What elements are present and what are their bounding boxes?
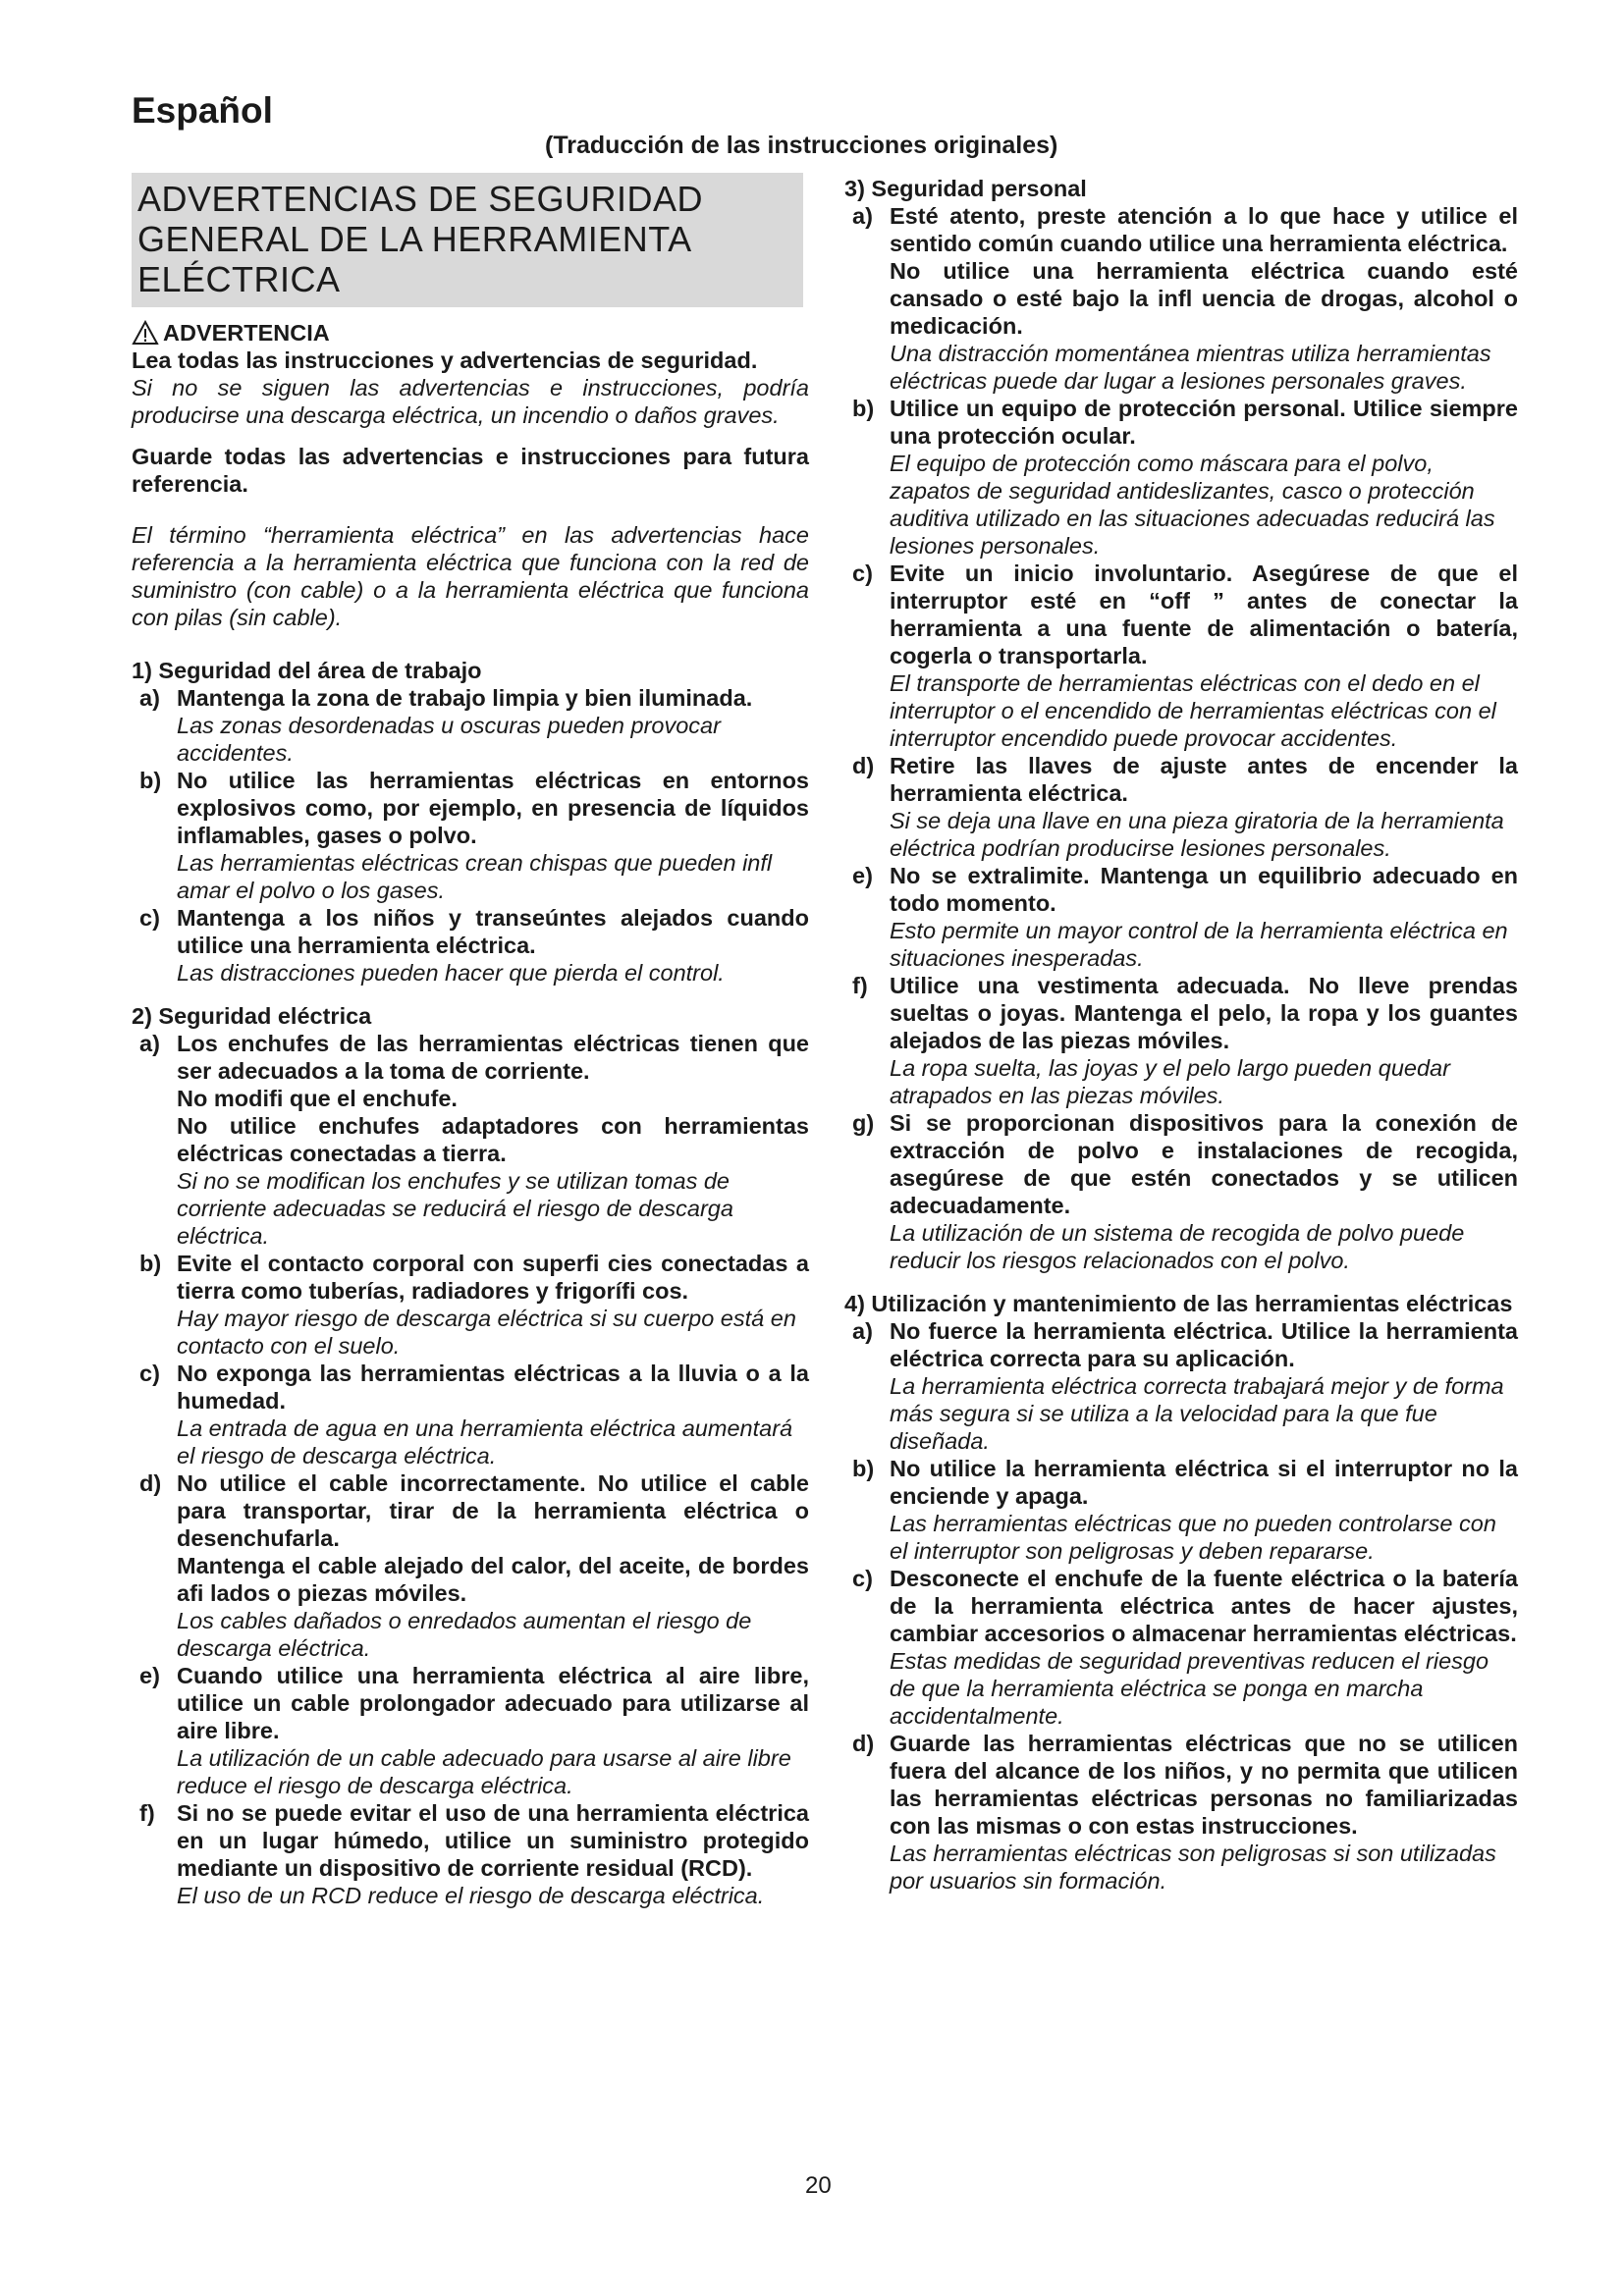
item-label: g)	[852, 1110, 875, 1136]
item-instruction: Guarde las herramientas eléctricas que no se utilicen fuera del alcance de los niños, y no permita que utilicen las herramientas eléctricas personas no familiarizadas con las mismas o con estas instrucciones.	[890, 1731, 1518, 1839]
item-instruction: Utilice un equipo de protección personal. Utilice siempre una protección ocular.	[890, 396, 1518, 449]
item-instruction: Si se proporcionan dispositivos para la conexión de extracción de polvo e instalaciones de recogida, asegúrese de que estén conectados y se utilicen adecuadamente.	[890, 1110, 1518, 1218]
section-1-heading: 1) Seguridad del área de trabajo	[132, 658, 482, 683]
item-label: a)	[852, 203, 873, 229]
item-label: c)	[852, 1566, 873, 1591]
title-line-3: ELÉCTRICA	[137, 259, 341, 299]
keep-instructions: Guarde todas las advertencias e instrucciones para futura referencia.	[132, 444, 809, 497]
item-instruction: No exponga las herramientas eléctricas a la lluvia o a la humedad.	[177, 1361, 809, 1414]
item-instruction: Evite el contacto corporal con superfi cies conectadas a tierra como tuberías, radiadores y frigorífi cos.	[177, 1251, 809, 1304]
item-explanation: La utilización de un sistema de recogida de polvo puede reducir los riesgos relacionados con el polvo.	[890, 1220, 1465, 1273]
item-instruction: Mantenga el cable alejado del calor, del aceite, de bordes afi lados o piezas móviles.	[177, 1553, 809, 1606]
item-explanation: Si se deja una llave en una pieza giratoria de la herramienta eléctrica podrían producirse lesiones personales.	[890, 808, 1504, 861]
s2-item-a	[132, 1030, 809, 1250]
item-label: f)	[139, 1800, 155, 1826]
item-label: a)	[139, 685, 160, 711]
item-instruction: Cuando utilice una herramienta eléctrica al aire libre, utilice un cable prolongador adecuado para utilizarse al aire libre.	[177, 1663, 809, 1743]
item-explanation: Las herramientas eléctricas crean chispas que pueden infl amar el polvo o los gases.	[177, 850, 773, 903]
item-explanation: Hay mayor riesgo de descarga eléctrica si su cuerpo está en contacto con el suelo.	[177, 1306, 796, 1359]
item-label: d)	[852, 753, 875, 778]
item-label: c)	[139, 905, 160, 931]
item-label: e)	[852, 863, 873, 888]
s1-item-a	[132, 684, 809, 767]
s4-item-c	[844, 1565, 1518, 1730]
item-explanation: La ropa suelta, las joyas y el pelo largo pueden quedar atrapados en las piezas móviles.	[890, 1055, 1450, 1108]
s2-item-b	[132, 1250, 809, 1360]
item-label: f)	[852, 973, 868, 998]
read-all-instructions: Lea todas las instrucciones y advertencias de seguridad.	[132, 347, 758, 373]
warning-row	[132, 319, 809, 347]
item-instruction: Retire las llaves de ajuste antes de encender la herramienta eléctrica.	[890, 753, 1518, 806]
item-explanation: Esto permite un mayor control de la herramienta eléctrica en situaciones inesperadas.	[890, 918, 1508, 971]
item-instruction: No utilice el cable incorrectamente. No utilice el cable para transportar, tirar de la herramienta eléctrica o desenchufarla.	[177, 1470, 809, 1551]
item-explanation: Estas medidas de seguridad preventivas reducen el riesgo de que la herramienta eléctrica se ponga en marcha accidentalmente.	[890, 1648, 1489, 1729]
item-instruction: Esté atento, preste atención a lo que hace y utilice el sentido común cuando utilice una herramienta eléctrica.	[890, 203, 1518, 256]
section-title-box	[132, 173, 803, 307]
section-4-heading: 4) Utilización y mantenimiento de las herramientas eléctricas	[844, 1291, 1513, 1316]
s3-item-b	[844, 395, 1518, 560]
item-label: c)	[139, 1361, 160, 1386]
item-instruction: Los enchufes de las herramientas eléctricas tienen que ser adecuados a la toma de corriente.	[177, 1031, 809, 1084]
item-explanation: Si no se modifican los enchufes y se utilizan tomas de corriente adecuadas se reducirá el riesgo de descarga eléctrica.	[177, 1168, 733, 1249]
warning-label: ADVERTENCIA	[163, 320, 330, 346]
item-instruction: Desconecte el enchufe de la fuente eléctrica o la batería de la herramienta eléctrica antes de hacer ajustes, cambiar accesorios o almacenar herramientas eléctricas.	[890, 1566, 1518, 1646]
item-instruction: No utilice enchufes adaptadores con herramientas eléctricas conectadas a tierra.	[177, 1113, 809, 1166]
s3-item-a	[844, 202, 1518, 395]
item-label: b)	[852, 396, 875, 421]
s3-item-e	[844, 862, 1518, 972]
item-explanation: Los cables dañados o enredados aumentan el riesgo de descarga eléctrica.	[177, 1608, 752, 1661]
item-explanation: La herramienta eléctrica correcta trabajará mejor y de forma más segura si se utiliza a la velocidad para la que fue diseñada.	[890, 1373, 1504, 1454]
term-definition: El término “herramienta eléctrica” en las advertencias hace referencia a la herramienta eléctrica que funciona con la red de suministro (con cable) o a la herramienta eléctrica que funciona con pilas (sin cable).	[132, 522, 809, 630]
item-explanation: Las herramientas eléctricas son peligrosas si son utilizadas por usuarios sin formación.	[890, 1841, 1496, 1894]
s4-item-b	[844, 1455, 1518, 1565]
language-heading: Español	[132, 90, 273, 131]
item-explanation: Las zonas desordenadas u oscuras pueden provocar accidentes.	[177, 713, 721, 766]
s2-item-f	[132, 1799, 809, 1909]
item-explanation: El transporte de herramientas eléctricas con el dedo en el interruptor o el encendido de herramientas eléctricas con el interruptor encendido puede provocar accidentes.	[890, 670, 1496, 751]
item-label: d)	[139, 1470, 162, 1496]
item-explanation: La entrada de agua en una herramienta eléctrica aumentará el riesgo de descarga eléctrica.	[177, 1415, 793, 1468]
s1-item-b	[132, 767, 809, 904]
item-instruction: No utilice la herramienta eléctrica si el interruptor no la enciende y apaga.	[890, 1456, 1518, 1509]
s2-item-c	[132, 1360, 809, 1469]
item-explanation: El uso de un RCD reduce el riesgo de descarga eléctrica.	[177, 1883, 765, 1908]
item-instruction: No utilice una herramienta eléctrica cuando esté cansado o esté bajo la infl uencia de drogas, alcohol o medicación.	[890, 258, 1518, 339]
s2-item-d	[132, 1469, 809, 1662]
title-line-2: GENERAL DE LA HERRAMIENTA	[137, 219, 692, 259]
item-instruction: Evite un inicio involuntario. Asegúrese de que el interruptor esté en “off ” antes de conectar la herramienta a una fuente de alimentación o batería, cogerla o transportarla.	[890, 561, 1518, 668]
item-label: b)	[139, 768, 162, 793]
left-column	[132, 173, 809, 1909]
s3-item-g	[844, 1109, 1518, 1274]
item-explanation: Las herramientas eléctricas que no pueden controlarse con el interruptor son peligrosas y deben repararse.	[890, 1511, 1496, 1564]
section-2-heading: 2) Seguridad eléctrica	[132, 1003, 372, 1029]
item-instruction: Si no se puede evitar el uso de una herramienta eléctrica en un lugar húmedo, utilice un suministro protegido mediante un dispositivo de corriente residual (RCD).	[177, 1800, 809, 1881]
s1-item-c	[132, 904, 809, 987]
consequence-text: Si no se siguen las advertencias e instrucciones, podría producirse una descarga eléctrica, un incendio o daños graves.	[132, 375, 809, 428]
item-label: c)	[852, 561, 873, 586]
item-label: a)	[139, 1031, 160, 1056]
section-3-heading: 3) Seguridad personal	[844, 176, 1087, 201]
item-instruction: No fuerce la herramienta eléctrica. Utilice la herramienta eléctrica correcta para su aplicación.	[890, 1318, 1518, 1371]
item-label: e)	[139, 1663, 160, 1688]
item-label: b)	[139, 1251, 162, 1276]
item-explanation: Las distracciones pueden hacer que pierda el control.	[177, 960, 725, 986]
s4-item-a	[844, 1317, 1518, 1455]
item-explanation: Una distracción momentánea mientras utiliza herramientas eléctricas puede dar lugar a lesiones personales graves.	[890, 341, 1491, 394]
item-label: a)	[852, 1318, 873, 1344]
item-explanation: El equipo de protección como máscara para el polvo, zapatos de seguridad antideslizantes, casco o protección auditiva utilizado en las situaciones adecuadas reducirá las lesiones personales.	[890, 451, 1495, 559]
page-number: 20	[805, 2172, 832, 2199]
warning-triangle-icon	[132, 320, 159, 346]
s4-item-d	[844, 1730, 1518, 1895]
item-label: b)	[852, 1456, 875, 1481]
right-column	[844, 173, 1518, 1895]
s3-item-d	[844, 752, 1518, 862]
item-instruction: Mantenga a los niños y transeúntes alejados cuando utilice una herramienta eléctrica.	[177, 905, 809, 958]
s3-item-c	[844, 560, 1518, 752]
title-line-1: ADVERTENCIAS DE SEGURIDAD	[137, 179, 703, 219]
item-instruction: Utilice una vestimenta adecuada. No lleve prendas sueltas o joyas. Mantenga el pelo, la ropa y los guantes alejados de las piezas móviles.	[890, 973, 1518, 1053]
item-instruction: No se extralimite. Mantenga un equilibrio adecuado en todo momento.	[890, 863, 1518, 916]
item-explanation: La utilización de un cable adecuado para usarse al aire libre reduce el riesgo de descarga eléctrica.	[177, 1745, 791, 1798]
s2-item-e	[132, 1662, 809, 1799]
item-instruction: No modifi que el enchufe.	[177, 1086, 458, 1111]
item-label: d)	[852, 1731, 875, 1756]
item-instruction: No utilice las herramientas eléctricas en entornos explosivos como, por ejemplo, en presencia de líquidos inflamables, gases o polvo.	[177, 768, 809, 848]
item-instruction: Mantenga la zona de trabajo limpia y bien iluminada.	[177, 685, 753, 711]
s3-item-f	[844, 972, 1518, 1109]
translation-subtitle: (Traducción de las instrucciones originales)	[545, 132, 1058, 159]
